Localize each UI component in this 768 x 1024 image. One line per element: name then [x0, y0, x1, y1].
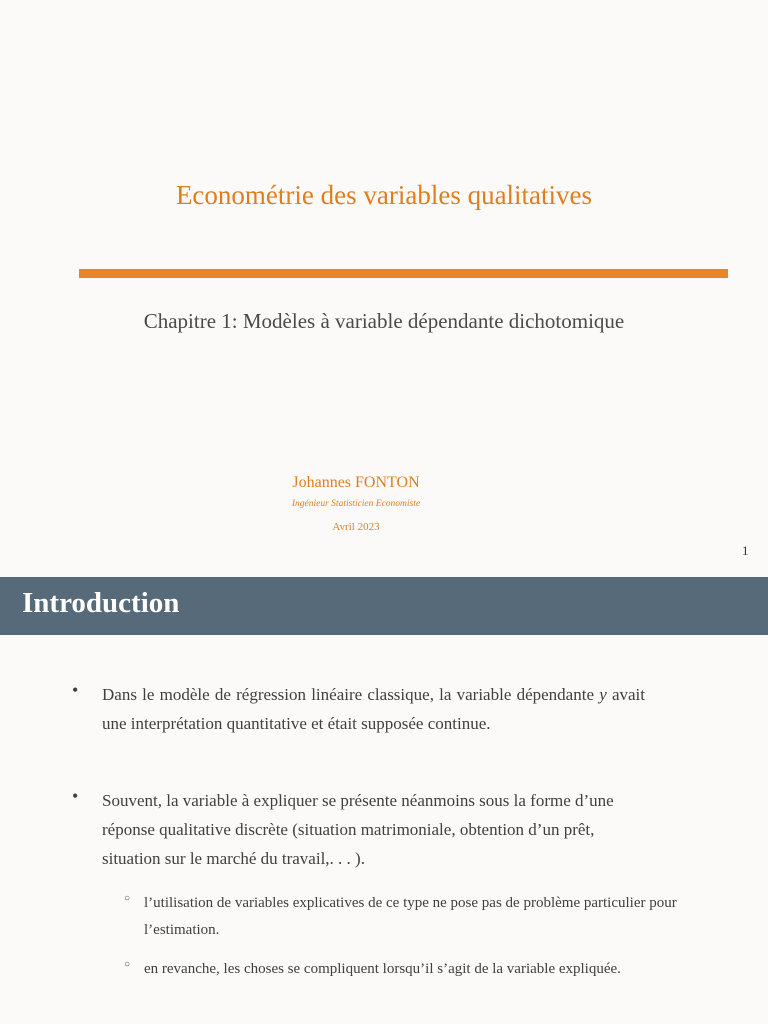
bullet-icon: • — [72, 786, 79, 806]
bullet-text: Souvent, la variable à expliquer se présente néanmoins sous la forme d’une réponse qualitative discrète (situation matrimoniale, obtention d’un prêt, situation sur le marché du travail,. . . ). — [102, 791, 614, 868]
content-slide — [0, 635, 768, 1024]
bullet-text-start: Dans le modèle de régression linéaire classique, la variable dépendante — [102, 685, 600, 704]
slide-subtitle: Chapitre 1: Modèles à variable dépendante dichotomique — [143, 309, 625, 333]
sub-bullet-text: en revanche, les choses se compliquent lorsqu’il s’agit de la variable expliquée. — [144, 961, 621, 977]
presentation-date: Avril 2023 — [332, 521, 380, 533]
circle-bullet-icon: ○ — [124, 893, 131, 904]
author-name: Johannes FONTON — [292, 474, 420, 491]
author-role: Ingénieur Statisticien Economiste — [291, 499, 421, 509]
sub-bullet-text: l’utilisation de variables explicatives de ce type ne pose pas de problème particulier pour l’estimation. — [144, 895, 677, 938]
bullet-icon: • — [72, 680, 79, 700]
section-header-bar — [0, 577, 768, 635]
page-number: 1 — [742, 543, 749, 558]
math-variable: y — [599, 685, 607, 704]
section-title: Introduction — [22, 587, 180, 619]
bullet-text-end: avait une interprétation quantitative et était supposée continue. — [102, 685, 645, 733]
slide-title: Econométrie des variables qualitatives — [175, 180, 593, 210]
title-divider — [79, 269, 728, 278]
bullet-text — [102, 680, 645, 738]
circle-bullet-icon: ○ — [124, 959, 131, 970]
